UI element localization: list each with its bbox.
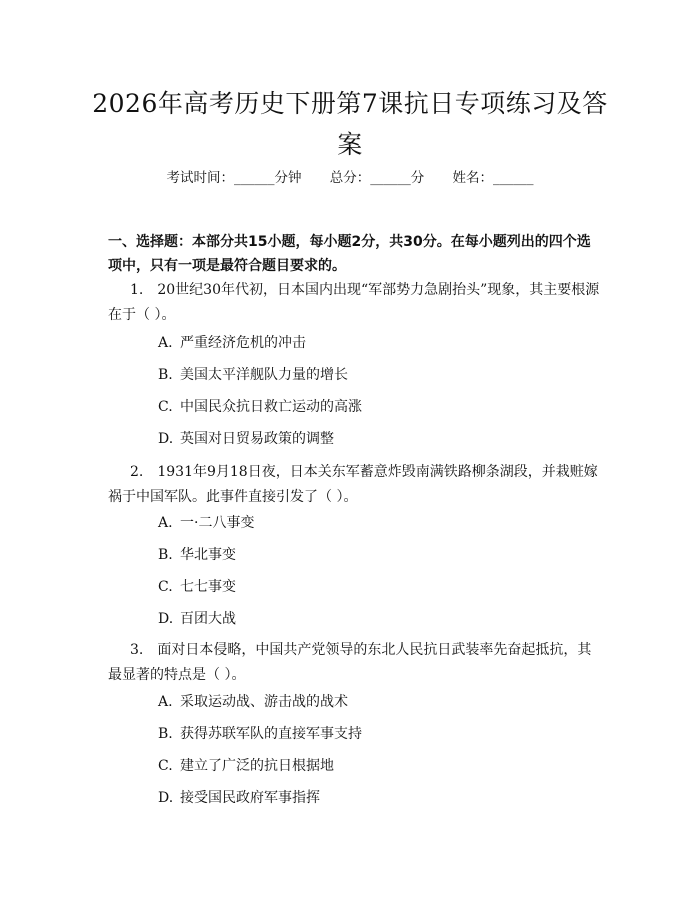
- option-letter: B.: [158, 367, 173, 383]
- question-text: 1931年9月18日夜，日本关东军蓄意炸毁南满铁路柳条湖段，并栽赃嫁祸于中国军队。此事件直接引发了（ ）。: [108, 464, 598, 505]
- document-title: 2026年高考历史下册第7课抗日专项练习及答案: [92, 89, 608, 159]
- option-text: 获得苏联军队的直接军事支持: [180, 726, 362, 742]
- option-letter: A.: [158, 335, 173, 351]
- question-1-option-d: [158, 429, 600, 449]
- question-1-option-a: [158, 333, 600, 353]
- question-3-option-a: [158, 692, 600, 712]
- question-3-option-b: [158, 724, 600, 744]
- question-3-option-d: [158, 788, 600, 808]
- option-text: 建立了广泛的抗日根据地: [180, 758, 334, 774]
- exam-time-field: 考试时间：______分钟: [166, 170, 302, 186]
- option-letter: C.: [158, 399, 173, 415]
- section-heading: 一、选择题：本部分共15小题，每小题2分，共30分。在每小题列出的四个选项中，只有一项是最符合题目要求的。: [108, 234, 591, 274]
- option-letter: A.: [158, 694, 173, 710]
- option-text: 一·二八事变: [180, 515, 255, 531]
- question-2-option-b: [158, 545, 600, 565]
- option-text: 美国太平洋舰队力量的增长: [180, 367, 348, 383]
- option-letter: D.: [158, 790, 174, 806]
- question-1-option-b: [158, 365, 600, 385]
- exam-meta-line: [0, 168, 700, 188]
- question-number: 1.: [130, 282, 144, 298]
- question-text: 面对日本侵略，中国共产党领导的东北人民抗日武装率先奋起抵抗，其最显著的特点是（ ）。: [108, 642, 592, 683]
- option-text: 严重经济危机的冲击: [180, 335, 306, 351]
- option-text: 华北事变: [180, 547, 236, 563]
- question-text: 20世纪30年代初，日本国内出现“军部势力急剧抬头”现象，其主要根源在于（ ）。: [108, 282, 600, 323]
- question-number: 3.: [130, 642, 144, 658]
- option-text: 七七事变: [180, 579, 236, 595]
- question-number: 2.: [130, 464, 144, 480]
- question-3-stem: [108, 638, 600, 688]
- option-letter: B.: [158, 726, 173, 742]
- option-letter: B.: [158, 547, 173, 563]
- question-2-option-c: [158, 577, 600, 597]
- option-letter: D.: [158, 611, 174, 627]
- question-3-option-c: [158, 756, 600, 776]
- option-letter: C.: [158, 758, 173, 774]
- option-text: 英国对日贸易政策的调整: [180, 431, 334, 447]
- option-text: 接受国民政府军事指挥: [180, 790, 320, 806]
- question-1-option-c: [158, 397, 600, 417]
- option-text: 百团大战: [180, 611, 236, 627]
- question-2-option-d: [158, 609, 600, 629]
- option-letter: D.: [158, 431, 174, 447]
- option-text: 中国民众抗日救亡运动的高涨: [180, 399, 362, 415]
- option-text: 采取运动战、游击战的战术: [180, 694, 348, 710]
- student-name-field: 姓名：______: [452, 170, 534, 186]
- question-2-stem: [108, 460, 600, 510]
- total-score-field: 总分：______分: [329, 170, 425, 186]
- option-letter: A.: [158, 515, 173, 531]
- question-1-stem: [108, 278, 600, 328]
- question-2-option-a: [158, 513, 600, 533]
- option-letter: C.: [158, 579, 173, 595]
